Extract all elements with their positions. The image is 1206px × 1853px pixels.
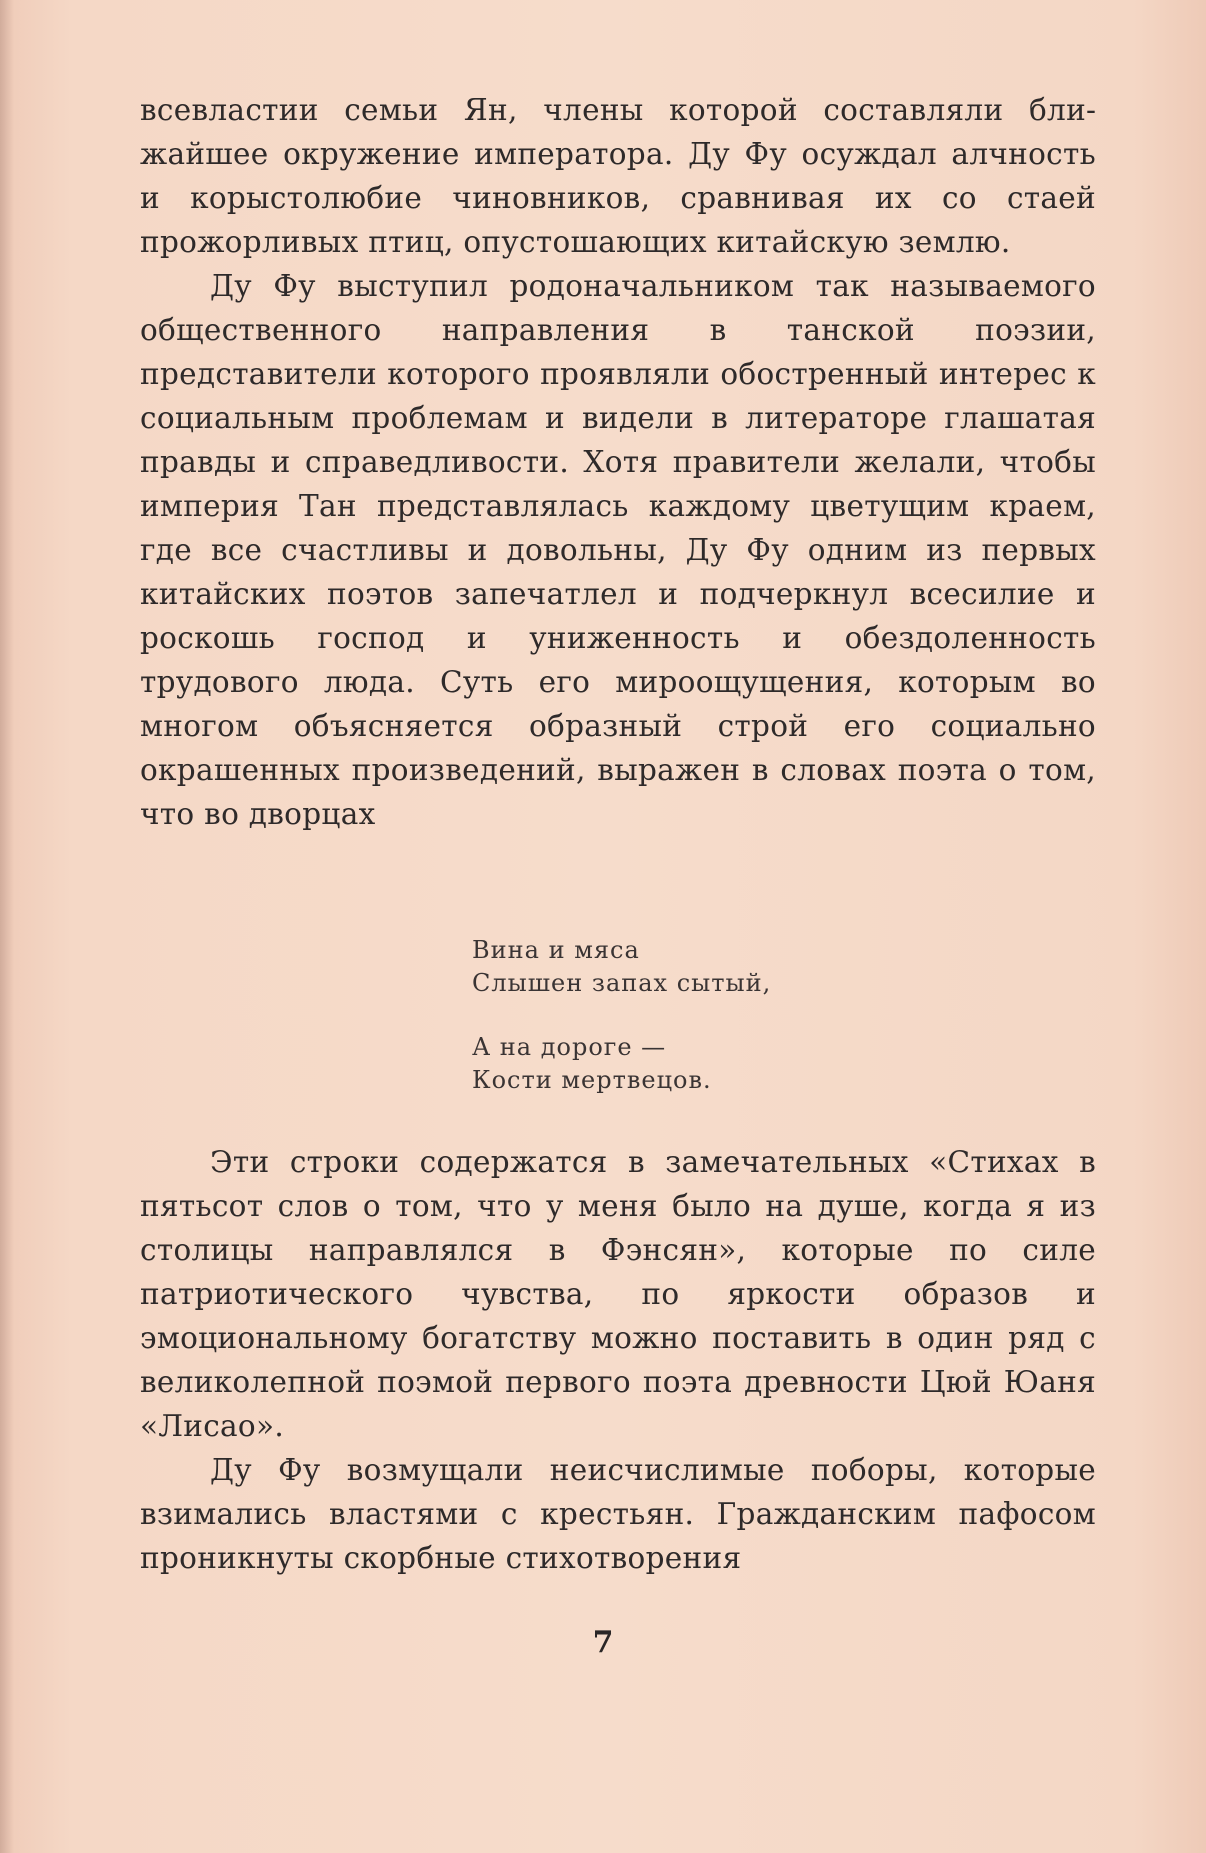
spine-shadow bbox=[0, 0, 14, 1853]
paragraph-2: Ду Фу выступил родоначальником так называемого общественного направления в танской поэзии, представители которого проявляли обостренный интерес к социальным проблемам и видели в литераторе глашатая правды и справедливости. Хотя правители желали, чтобы империя Тан представлялась каждому цветущим краем, где все счастливы и довольны, Ду Фу одним из первых китайских поэтов запечатлел и подчеркнул всесилие и роскошь господ и униженность и обездоленность трудового люда. Суть его мироощущения, которым во многом объясняется образный строй его социально окрашенных произведений, выражен в словах поэта о том, что во дворцах bbox=[140, 269, 1096, 831]
text-block-top bbox=[140, 88, 1096, 836]
paragraph-4: Ду Фу возмущали неисчислимые поборы, которые взимались властями с крестьян. Гражданским пафосом проникнуты скорбные стихотворения bbox=[140, 1453, 1096, 1575]
text-block-bottom bbox=[140, 1140, 1096, 1580]
verse-line: Вина и мяса bbox=[472, 936, 640, 964]
page-number: 7 bbox=[592, 1625, 614, 1660]
paragraph-1: всевластии семьи Ян, члены которой составляли ближайшее окружение императора. Ду Фу осуждал алчность и корыстолюбие чиновников, сравнивая их со стаей прожорливых птиц, опустошающих китайскую землю. bbox=[140, 93, 1096, 259]
verse-stanza-2 bbox=[472, 1031, 972, 1097]
verse-stanza-1 bbox=[472, 934, 972, 1000]
verse-line: А на дороге — bbox=[472, 1033, 667, 1061]
verse-line: Кости мертвецов. bbox=[472, 1066, 712, 1094]
verse-line: Слышен запах сытый, bbox=[472, 969, 772, 997]
paragraph-3: Эти строки содержатся в замечательных «Стихах в пятьсот слов о том, что у меня было на душе, когда я из столицы направлялся в Фэнсян», которые по силе патриотического чувства, по яркости образов и эмоциональному богатству можно поставить в один ряд с великолепной поэмой первого поэта древности Цюй Юаня «Лисао». bbox=[140, 1145, 1096, 1443]
